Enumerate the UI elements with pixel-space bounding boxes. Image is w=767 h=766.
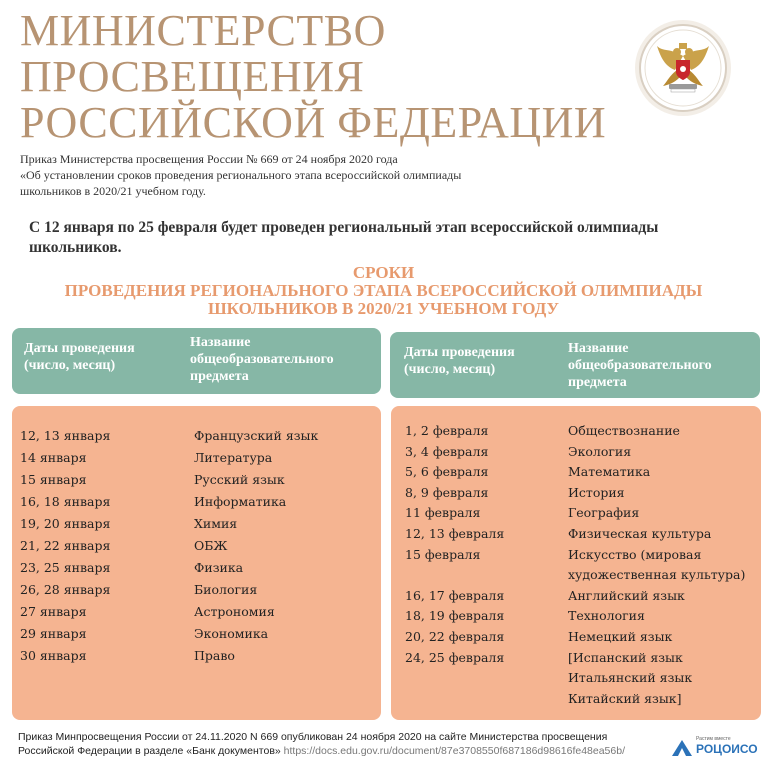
ministry-title bbox=[20, 8, 606, 146]
left-header-dates bbox=[24, 340, 135, 374]
subject-header-line-1: Название bbox=[568, 341, 629, 356]
left-date: 16, 18 января bbox=[20, 494, 111, 509]
right-subject: Искусство (мировая bbox=[568, 546, 702, 562]
subject-header-line-2: общеобразовательного bbox=[190, 352, 334, 367]
right-header-subject bbox=[568, 340, 712, 391]
left-subject: Биология bbox=[194, 582, 258, 597]
left-subject: Экономика bbox=[194, 626, 269, 641]
left-subject: Литература bbox=[194, 450, 273, 465]
left-subject: ОБЖ bbox=[194, 538, 228, 553]
footer-document-link[interactable]: https://docs.edu.gov.ru/document/87e3708550f687186d98616fe48ea56b/ bbox=[283, 745, 625, 757]
left-date: 26, 28 января bbox=[20, 582, 111, 597]
subject-header-line-1: Название bbox=[190, 335, 251, 350]
order-line-1: Приказ Министерства просвещения России № 669 от 24 ноября 2020 года bbox=[20, 152, 398, 166]
dates-header-line-2: (число, месяц) bbox=[24, 358, 116, 373]
left-date: 14 января bbox=[20, 450, 87, 465]
left-date: 29 января bbox=[20, 626, 87, 641]
subject-header-line-2: общеобразовательного bbox=[568, 358, 712, 373]
right-column-header bbox=[390, 332, 760, 398]
left-subject: Право bbox=[194, 648, 235, 663]
left-subject: Французский язык bbox=[194, 428, 319, 443]
right-subject: Технология bbox=[568, 608, 645, 624]
left-column-header bbox=[12, 328, 381, 394]
left-subject: Физика bbox=[194, 560, 244, 575]
right-date: 18, 19 февраля bbox=[405, 608, 505, 624]
rocoiso-logo-icon bbox=[670, 736, 694, 758]
left-date: 19, 20 января bbox=[20, 516, 111, 531]
left-date: 12, 13 января bbox=[20, 428, 111, 443]
coat-of-arms-emblem-icon bbox=[641, 26, 725, 110]
announcement: С 12 января по 25 февраля будет проведен региональный этап всероссийской олимпиады школьников. bbox=[29, 219, 659, 256]
order-reference bbox=[20, 151, 620, 199]
schedule-heading-2: ПРОВЕДЕНИЯ РЕГИОНАЛЬНОГО ЭТАПА ВСЕРОССИЙСКОЙ ОЛИМПИАДЫ bbox=[64, 281, 703, 300]
right-date: 16, 17 февраля bbox=[405, 587, 505, 603]
dates-header-line-1: Даты проведения bbox=[404, 345, 515, 360]
footer-section-text: Российской Федерации в разделе «Банк документов» bbox=[18, 745, 281, 757]
right-subject: Обществознание bbox=[568, 423, 680, 438]
order-line-2: «Об установлении сроков проведения регионального этапа всероссийской олимпиады bbox=[20, 168, 462, 182]
right-date: 5, 6 февраля bbox=[405, 464, 489, 480]
left-subject: Астрономия bbox=[194, 604, 275, 619]
right-date: 12, 13 февраля bbox=[405, 526, 505, 541]
right-subject: Английский язык bbox=[568, 587, 685, 603]
footer-note bbox=[18, 730, 658, 758]
order-line-3: школьников в 2020/21 учебном году. bbox=[20, 184, 206, 198]
schedule-heading-3: ШКОЛЬНИКОВ В 2020/21 УЧЕБНОМ ГОДУ bbox=[208, 299, 559, 318]
right-subject: художественная культура) bbox=[568, 567, 746, 583]
right-date: 20, 22 февраля bbox=[405, 629, 505, 644]
right-subject: Экология bbox=[568, 443, 632, 459]
right-date: 15 февраля bbox=[405, 546, 481, 562]
right-subject: Китайский язык] bbox=[568, 690, 682, 706]
right-subject: Математика bbox=[568, 464, 651, 480]
footer-line-1: Приказ Минпросвещения России от 24.11.2020 N 669 опубликован 24 ноября 2020 на сайте Министерства просвещения bbox=[18, 731, 608, 743]
left-date: 27 января bbox=[20, 604, 87, 619]
title-line-1: МИНИСТЕРСТВО bbox=[20, 6, 386, 55]
right-subject: География bbox=[568, 505, 640, 521]
subject-header-line-3: предмета bbox=[568, 375, 627, 390]
left-header-subject bbox=[190, 334, 334, 385]
right-date: 3, 4 февраля bbox=[405, 443, 489, 459]
left-subject: Русский язык bbox=[194, 472, 285, 487]
left-date: 15 января bbox=[20, 472, 87, 487]
schedule-heading bbox=[0, 264, 767, 318]
left-date: 21, 22 января bbox=[20, 538, 111, 553]
right-subject: Немецкий язык bbox=[568, 629, 673, 644]
footer-line-2 bbox=[18, 744, 658, 758]
right-date: 11 февраля bbox=[405, 505, 481, 521]
dates-header-line-2: (число, месяц) bbox=[404, 362, 496, 377]
rocoiso-logo bbox=[670, 736, 758, 758]
right-date: 8, 9 февраля bbox=[405, 484, 489, 500]
dates-header-line-1: Даты проведения bbox=[24, 341, 135, 356]
right-subject: Физическая культура bbox=[568, 526, 712, 541]
schedule-heading-1: СРОКИ bbox=[352, 263, 415, 282]
right-header-dates bbox=[404, 344, 515, 378]
title-line-3: РОССИЙСКОЙ ФЕДЕРАЦИИ bbox=[20, 98, 607, 147]
right-date: 1, 2 февраля bbox=[405, 423, 489, 438]
right-date: 24, 25 февраля bbox=[405, 649, 505, 665]
logo-tagline: Растим вместе bbox=[696, 736, 731, 742]
left-schedule-panel bbox=[12, 406, 381, 720]
right-schedule-panel bbox=[391, 406, 761, 720]
right-subject: История bbox=[568, 484, 625, 500]
left-date: 30 января bbox=[20, 648, 87, 663]
left-date: 23, 25 января bbox=[20, 560, 111, 575]
subject-header-line-3: предмета bbox=[190, 369, 249, 384]
left-subject: Информатика bbox=[194, 494, 287, 509]
left-subject: Химия bbox=[194, 516, 238, 531]
title-line-2: ПРОСВЕЩЕНИЯ bbox=[20, 52, 365, 101]
right-subject: [Испанский язык bbox=[568, 649, 683, 665]
right-subject: Итальянский язык bbox=[568, 670, 693, 686]
logo-text: РОЦОИСО bbox=[696, 742, 758, 756]
emblem-svg bbox=[641, 26, 725, 110]
